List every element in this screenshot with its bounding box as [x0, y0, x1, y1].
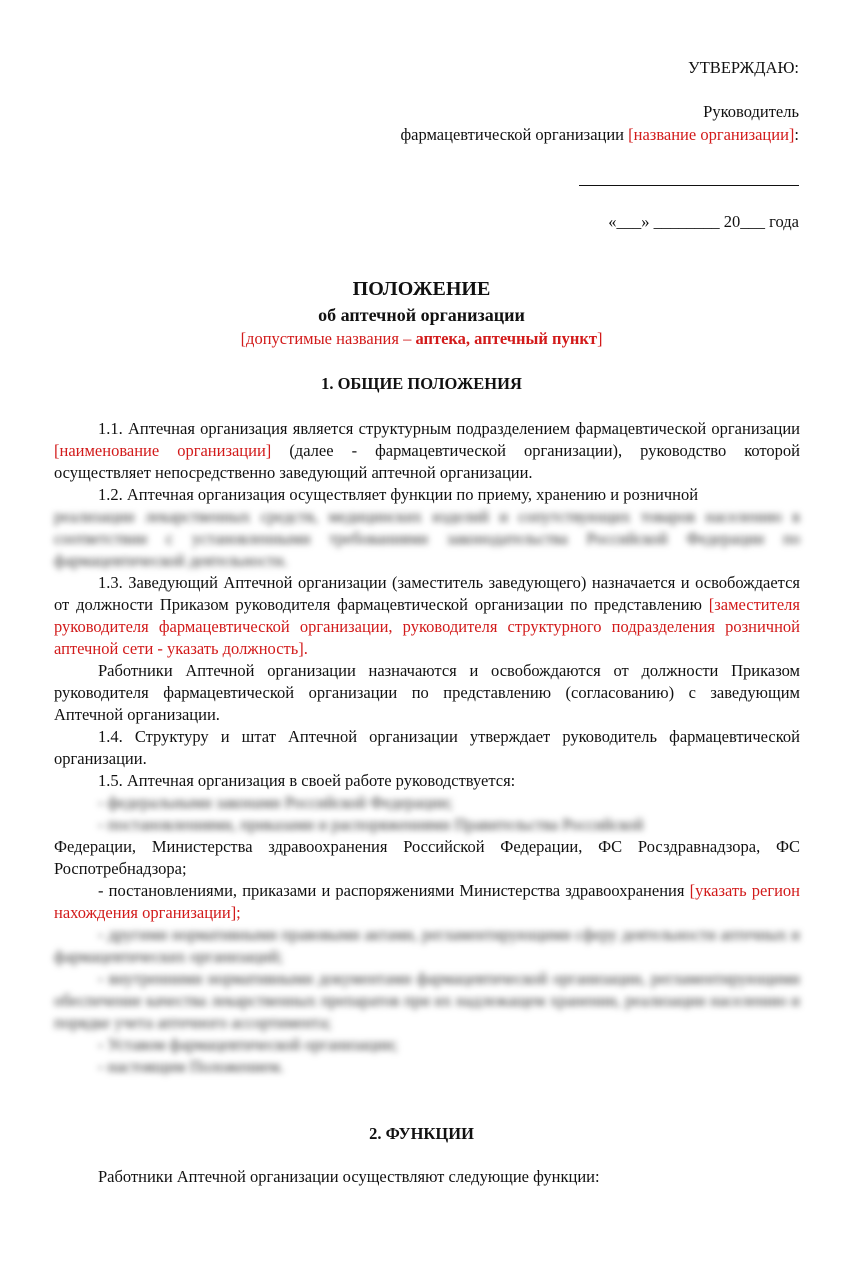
paragraph-1-2: 1.2. Аптечная организация осуществляет функции по приему, хранению и розничной [98, 485, 699, 504]
date-line: «___» ________ 20___ года [608, 212, 799, 231]
list-item-blurred-2: - постановлениями, приказами и распоряжениями Правительства Российской [98, 815, 644, 834]
list-item-blurred-4: - внутренними нормативными документами фармацевтической организации, регламентирующими обеспечение качества лекарственных препаратов при их надлежащем хранении, реализации населению и порядке учета аптечного ассортимента; [54, 969, 800, 1032]
p3-red-placeholder: [заместителя руководителя фармацевтической организации, руководителя структурного подразделения розничной аптечной сети - указать должность]. [54, 595, 800, 658]
allowed-names-bold: аптека, аптечный пункт [415, 329, 597, 348]
section-2-heading: 2. ФУНКЦИИ [369, 1124, 474, 1143]
allowed-names-prefix: [допустимые названия – [240, 329, 416, 348]
org-colon: : [794, 125, 799, 144]
paragraph-staff: Работники Аптечной организации назначаются и освобождаются от должности Приказом руководителя фармацевтической организации по представлению (согласованию) с заведующим Аптечной организации. [54, 661, 800, 724]
paragraph-1-5: 1.5. Аптечная организация в своей работе руководствуется: [98, 771, 516, 790]
org-line [400, 125, 799, 145]
section-1-body [54, 418, 800, 1078]
org-prefix: фармацевтической организации [400, 125, 625, 144]
approve-label: УТВЕРЖДАЮ: [688, 58, 799, 77]
list-item-blurred-1: - федеральными законами Российской Федерации; [98, 793, 453, 812]
paragraph-1-3 [54, 572, 800, 660]
list-item-region [54, 880, 800, 924]
signature-line [579, 185, 799, 186]
paragraph-1-2-blurred: реализации лекарственных средств, медицинских изделий и сопутствующих товаров населению в соответствии с установленными требованиями законодательства Российской Федерации по фармацевтической деятельности. [54, 507, 800, 570]
document-title: ПОЛОЖЕНИЕ [352, 278, 491, 300]
paragraph-1-4: 1.4. Структуру и штат Аптечной организации утверждает руководитель фармацевтической организации. [54, 727, 800, 768]
section-1-heading: 1. ОБЩИЕ ПОЛОЖЕНИЯ [321, 374, 522, 393]
section-2-body [54, 1166, 800, 1188]
document-subtitle: об аптечной организации [318, 305, 525, 325]
region-placeholder: [указать регион нахождения организации]; [54, 881, 800, 922]
list-item-continuation: Федерации, Министерства здравоохранения Российской Федерации, ФС Росздравнадзора, ФС Роспотребнадзора; [54, 837, 800, 878]
p3-text: 1.3. Заведующий Аптечной организации (заместитель заведующего) назначается и освобождается от должности Приказом руководителя фармацевтической организации по представлению [54, 573, 800, 614]
region-text: - постановлениями, приказами и распоряжениями Министерства здравоохранения [98, 881, 690, 900]
allowed-names-suffix: ] [596, 329, 603, 348]
paragraph-1-1 [54, 418, 800, 484]
head-label: Руководитель [703, 102, 799, 121]
p1-text-a: 1.1. Аптечная организация является структурным подразделением фармацевтической организации [98, 419, 800, 438]
p1-org-placeholder: [наименование организации] [54, 441, 272, 460]
list-item-blurred-3: - другими нормативными правовыми актами, регламентирующими сферу деятельности аптечных и фармацевтических организаций; [54, 925, 800, 966]
allowed-names-note [0, 329, 843, 349]
list-item-blurred-6: - настоящим Положением. [98, 1057, 284, 1076]
org-placeholder: [название организации] [628, 125, 795, 144]
p1-text-b: (далее - фармацевтической организации), руководство которой осуществляет непосредственно заведующий аптечной организации. [54, 441, 800, 482]
section-2-paragraph-1: Работники Аптечной организации осуществляют следующие функции: [98, 1167, 600, 1186]
list-item-blurred-5: - Уставом фармацевтической организации; [98, 1035, 398, 1054]
